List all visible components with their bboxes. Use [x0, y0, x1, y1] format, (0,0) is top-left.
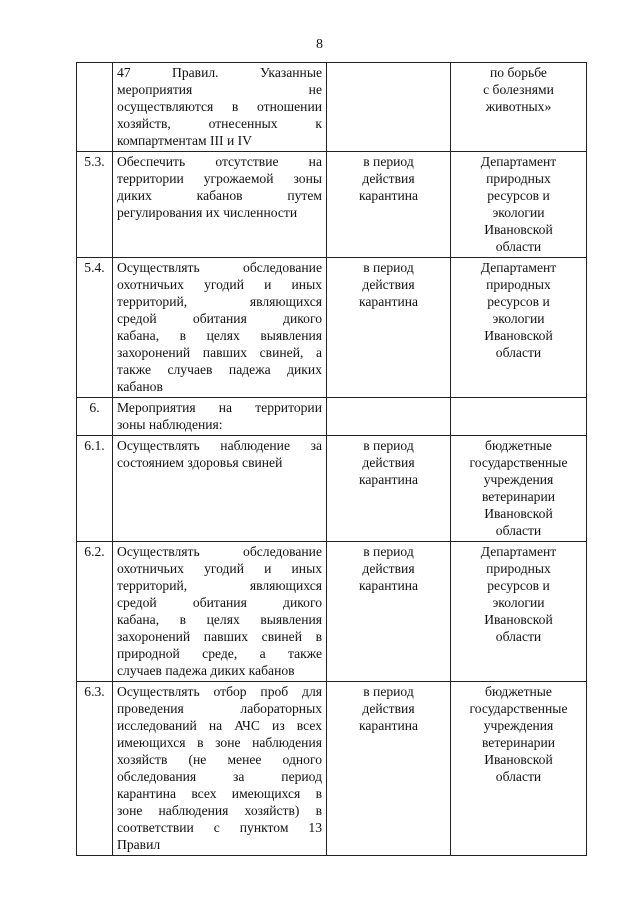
activity-line: средой обитания дикого [117, 595, 322, 610]
activity-line: хозяйств, отнесенных к [117, 116, 322, 131]
activity-cell [113, 152, 327, 258]
activity-line: территорий, являющихся [117, 294, 322, 309]
responsible-line: природных [486, 561, 551, 576]
item-number [77, 63, 113, 152]
item-number: 6. [77, 398, 113, 436]
page-number: 8 [316, 37, 323, 52]
activity-line: охотничьих угодий и иных [117, 277, 322, 292]
term-line: карантина [358, 578, 419, 593]
activity-cell [113, 398, 327, 436]
activity-line: диких кабанов путем [117, 188, 322, 203]
table-row [77, 258, 587, 398]
activity-line: соответствии с пунктом 13 [117, 820, 322, 835]
activity-line: территории угрожаемой зоны [117, 171, 322, 186]
responsible-line: ресурсов и [487, 578, 550, 593]
table-row [77, 152, 587, 258]
activity-line: имеющихся в зоне наблюдения [117, 735, 322, 750]
responsible-line: области [495, 769, 542, 784]
responsible-line: Департамент [480, 260, 557, 275]
activity-line: Осуществлять наблюдение за [117, 438, 322, 453]
activity-line: случаев падежа диких кабанов [117, 663, 295, 678]
term-cell [327, 682, 451, 856]
activity-line: Правил [117, 837, 161, 852]
term-line: в период [363, 260, 414, 275]
activity-cell [113, 542, 327, 682]
responsible-line: Департамент [480, 544, 557, 559]
responsible-line: природных [486, 277, 551, 292]
responsible-line: по борьбе [490, 65, 547, 80]
activity-line: компартментам III и IV [117, 133, 252, 148]
responsible-line: экологии [492, 595, 545, 610]
responsible-cell [451, 152, 587, 258]
activity-cell [113, 682, 327, 856]
responsible-line: области [495, 629, 542, 644]
term-line: карантина [358, 472, 419, 487]
responsible-line: Ивановской [484, 752, 553, 767]
responsible-line: области [495, 523, 542, 538]
activity-line: мероприятия не [117, 82, 322, 97]
responsible-line: государственные [469, 701, 568, 716]
activity-line: кабана, в целях выявления [117, 612, 322, 627]
term-cell [327, 63, 451, 152]
item-number: 5.3. [77, 152, 113, 258]
responsible-line: бюджетные [485, 438, 552, 453]
responsible-cell [451, 398, 587, 436]
activity-line: захоронений павших свиней в [117, 629, 322, 644]
table-row [77, 542, 587, 682]
table-row [77, 398, 587, 436]
activity-line: зоне наблюдения хозяйств) в [117, 803, 322, 818]
responsible-line: Ивановской [484, 222, 553, 237]
term-line: действия [362, 455, 415, 470]
activity-cell [113, 63, 327, 152]
table-row [77, 682, 587, 856]
term-line: действия [362, 701, 415, 716]
table-row [77, 63, 587, 152]
activity-line: также случаев падежа диких [117, 362, 322, 377]
term-cell [327, 152, 451, 258]
term-cell [327, 542, 451, 682]
table-row [77, 436, 587, 542]
responsible-line: Ивановской [484, 506, 553, 521]
term-line: карантина [358, 294, 419, 309]
activity-line: обследования за период [117, 769, 322, 784]
term-line: действия [362, 277, 415, 292]
responsible-cell [451, 682, 587, 856]
item-number: 5.4. [77, 258, 113, 398]
term-line: карантина [358, 718, 419, 733]
responsible-cell [451, 436, 587, 542]
activity-line: регулирования их численности [117, 205, 298, 220]
activity-line: Осуществлять обследование [117, 544, 322, 559]
activity-line: осуществляются в отношении [117, 99, 322, 114]
responsible-line: бюджетные [485, 684, 552, 699]
responsible-line: Департамент [480, 154, 557, 169]
responsible-cell [451, 542, 587, 682]
activity-line: Мероприятия на территории [117, 400, 322, 415]
activity-line: средой обитания дикого [117, 311, 322, 326]
activity-line: карантина всех имеющихся в [117, 786, 322, 801]
activity-line: Обеспечить отсутствие на [117, 154, 322, 169]
activity-line: территорий, являющихся [117, 578, 322, 593]
responsible-line: области [495, 239, 542, 254]
item-number: 6.3. [77, 682, 113, 856]
term-cell [327, 398, 451, 436]
activity-line: 47 Правил. Указанные [117, 65, 322, 80]
responsible-line: экологии [492, 311, 545, 326]
responsible-line: области [495, 345, 542, 360]
term-line: в период [363, 684, 414, 699]
activity-line: зоны наблюдения: [117, 417, 223, 432]
responsible-line: ресурсов и [487, 188, 550, 203]
term-line: карантина [358, 188, 419, 203]
activity-line: хозяйств (не менее одного [117, 752, 322, 767]
activity-line: Осуществлять обследование [117, 260, 322, 275]
item-number: 6.1. [77, 436, 113, 542]
term-line: действия [362, 171, 415, 186]
activity-line: природной среде, а также [117, 646, 322, 661]
activity-line: кабана, в целях выявления [117, 328, 322, 343]
term-cell [327, 258, 451, 398]
responsible-line: ветеринарии [481, 735, 556, 750]
responsible-line: животных» [485, 99, 552, 114]
activity-cell [113, 436, 327, 542]
activity-line: исследований на АЧС из всех [117, 718, 322, 733]
responsible-cell [451, 258, 587, 398]
responsible-line: природных [486, 171, 551, 186]
responsible-line: государственные [469, 455, 568, 470]
activity-line: кабанов [117, 379, 163, 394]
responsible-line: ветеринарии [481, 489, 556, 504]
activity-cell [113, 258, 327, 398]
responsible-cell [451, 63, 587, 152]
term-cell [327, 436, 451, 542]
responsible-line: с болезнями [483, 82, 554, 97]
measures-table [76, 62, 587, 856]
responsible-line: ресурсов и [487, 294, 550, 309]
term-line: в период [363, 438, 414, 453]
term-line: в период [363, 154, 414, 169]
activity-line: состоянием здоровья свиней [117, 455, 283, 470]
term-line: в период [363, 544, 414, 559]
activity-line: Осуществлять отбор проб для [117, 684, 322, 699]
item-number: 6.2. [77, 542, 113, 682]
responsible-line: Ивановской [484, 328, 553, 343]
responsible-line: учреждения [483, 472, 554, 487]
activity-line: проведения лабораторных [117, 701, 322, 716]
responsible-line: Ивановской [484, 612, 553, 627]
responsible-line: учреждения [483, 718, 554, 733]
responsible-line: экологии [492, 205, 545, 220]
activity-line: захоронений павших свиней, а [117, 345, 322, 360]
activity-line: охотничьих угодий и иных [117, 561, 322, 576]
term-line: действия [362, 561, 415, 576]
